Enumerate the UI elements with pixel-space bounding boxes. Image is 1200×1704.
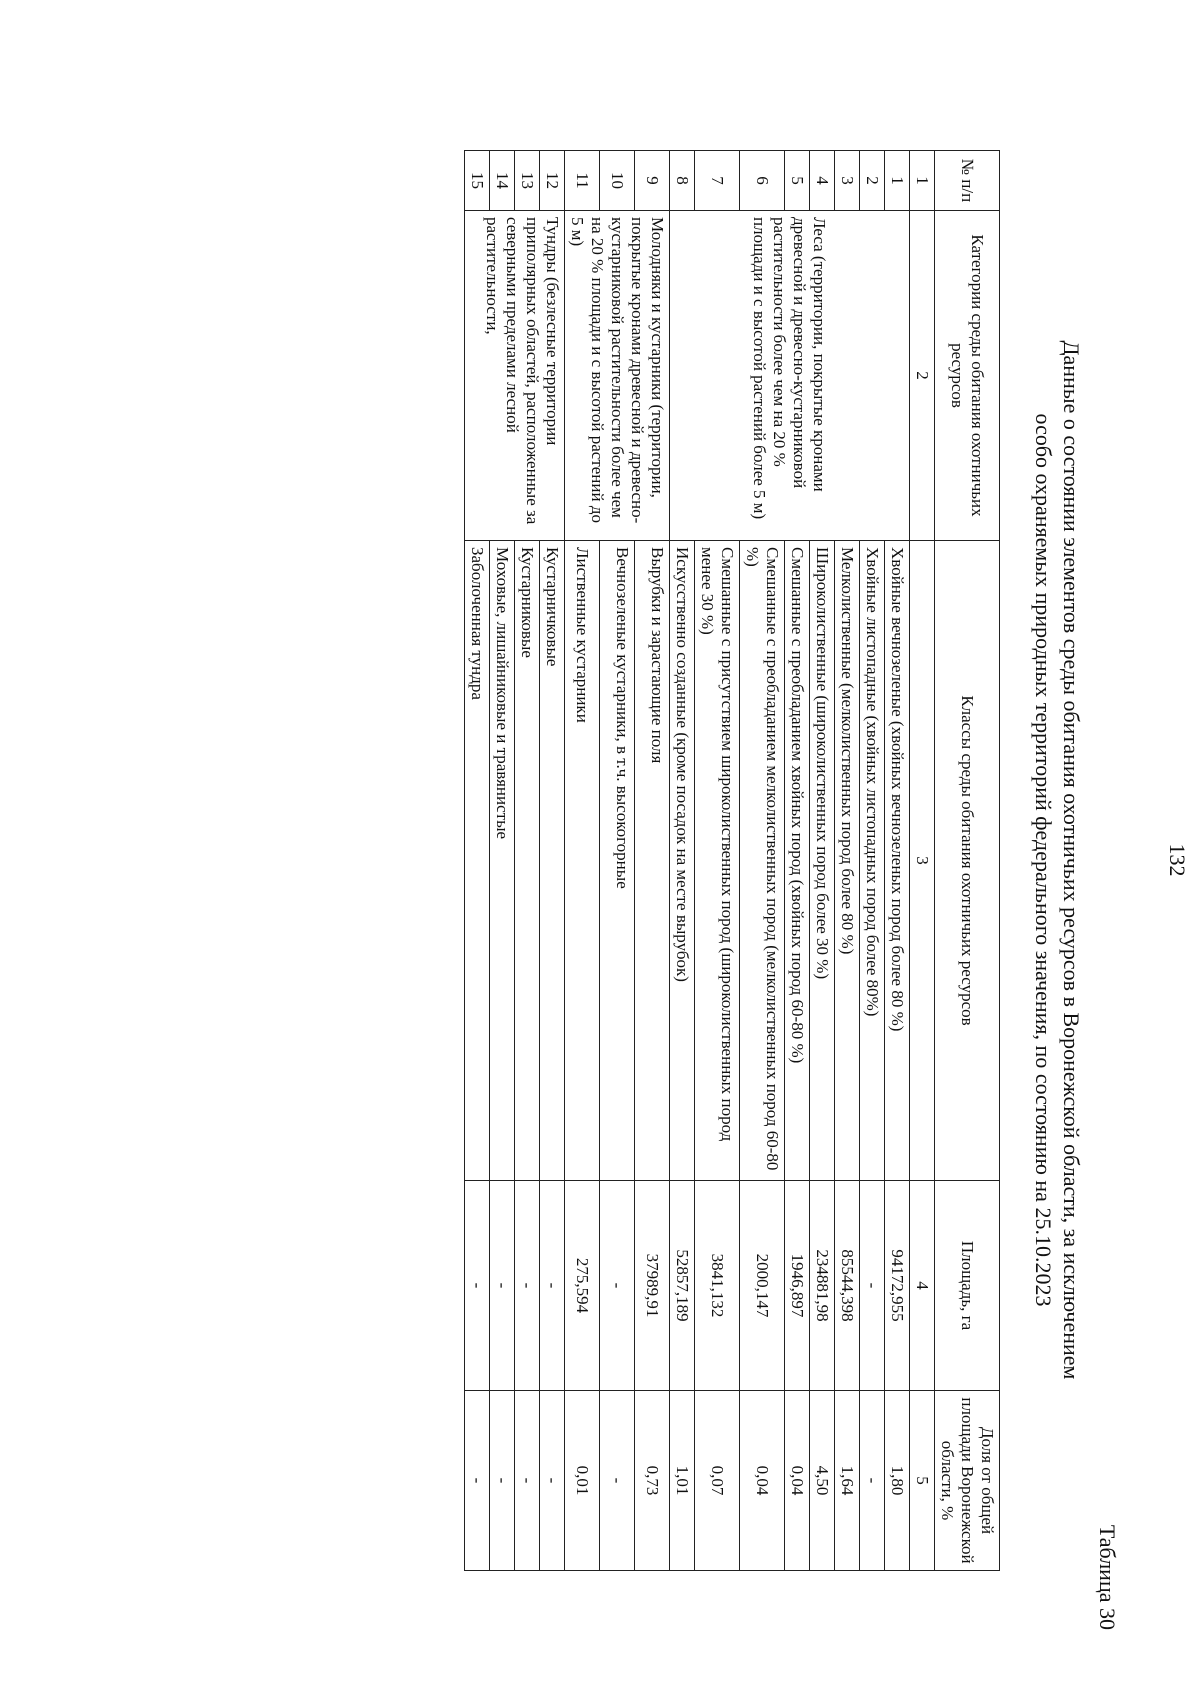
row-number: 12 [540, 151, 565, 211]
row-number: 2 [860, 151, 885, 211]
area-cell: 52857,189 [670, 1181, 695, 1391]
share-cell: 0,04 [785, 1391, 810, 1571]
habitat-table [464, 150, 1000, 1571]
area-cell: - [490, 1181, 515, 1391]
area-cell: - [860, 1181, 885, 1391]
index-cell: 2 [910, 211, 935, 541]
header-area: Площадь, га [935, 1181, 1000, 1391]
index-cell: 4 [910, 1181, 935, 1391]
row-number: 1 [885, 151, 910, 211]
area-cell: - [600, 1181, 635, 1391]
share-cell: 1,80 [885, 1391, 910, 1571]
class-cell: Смешанные с преобладанием хвойных пород (хвойных пород 60-80 %) [785, 541, 810, 1181]
share-cell: - [540, 1391, 565, 1571]
header-num: № п/п [935, 151, 1000, 211]
row-number: 14 [490, 151, 515, 211]
area-cell: - [465, 1181, 490, 1391]
area-cell: 37989,91 [635, 1181, 670, 1391]
class-cell: Смешанные с присутствием широколиственных пород (широколиственных пород менее 30 %) [695, 541, 740, 1181]
document-title [1029, 150, 1085, 1570]
area-cell: - [515, 1181, 540, 1391]
row-number: 5 [785, 151, 810, 211]
area-cell: 1946,897 [785, 1181, 810, 1391]
area-cell: 94172,955 [885, 1181, 910, 1391]
area-cell: 234881,98 [810, 1181, 835, 1391]
category-young-growth: Молодняки и кустарники (территории, покрытые кронами древесной и древесно-кустарниковой растительности более чем на 20 % площади и с высотой растений до 5 м) [565, 211, 670, 541]
class-cell: Лиственные кустарники [565, 541, 600, 1181]
class-cell: Хвойные листопадные (хвойных листопадных пород более 80%) [860, 541, 885, 1181]
class-cell: Заболоченная тундра [465, 541, 490, 1181]
share-cell: 1,64 [835, 1391, 860, 1571]
row-number: 6 [740, 151, 785, 211]
area-cell: 2000,147 [740, 1181, 785, 1391]
share-cell: - [465, 1391, 490, 1571]
class-cell: Широколиственные (широколиственных пород более 30 %) [810, 541, 835, 1181]
share-cell: - [490, 1391, 515, 1571]
table-row [635, 151, 670, 1571]
area-cell: 3841,132 [695, 1181, 740, 1391]
header-share: Доля от общей площади Воронежской области, % [935, 1391, 1000, 1571]
row-number: 7 [695, 151, 740, 211]
share-cell: 0,73 [635, 1391, 670, 1571]
class-cell: Моховые, лишайниковые и травянистые [490, 541, 515, 1181]
class-cell: Кустарничковые [540, 541, 565, 1181]
table-number: Таблица 30 [1095, 1524, 1120, 1630]
row-number: 8 [670, 151, 695, 211]
share-cell: 0,07 [695, 1391, 740, 1571]
category-tundra: Тундры (безлесные территории приполярных областей, расположенные за северными пределами лесной растительности, [465, 211, 565, 541]
row-number: 11 [565, 151, 600, 211]
share-cell: 0,01 [565, 1391, 600, 1571]
index-cell: 1 [910, 151, 935, 211]
page-number: 132 [1165, 843, 1190, 877]
document-page [160, 60, 1200, 1660]
row-number: 10 [600, 151, 635, 211]
share-cell: - [600, 1391, 635, 1571]
row-number: 15 [465, 151, 490, 211]
class-cell: Хвойные вечнозеленые (хвойных вечнозеленых пород более 80 %) [885, 541, 910, 1181]
row-number: 13 [515, 151, 540, 211]
class-cell: Смешанные с преобладанием мелколиственных пород (мелколиственных пород 60-80 %) [740, 541, 785, 1181]
title-line-1: Данные о состоянии элементов среды обитания охотничьих ресурсов в Воронежской области, за исключением [1059, 340, 1084, 1380]
class-cell: Вырубки и зарастающие поля [635, 541, 670, 1181]
class-cell: Кустарниковые [515, 541, 540, 1181]
header-row [935, 151, 1000, 1571]
share-cell: 0,04 [740, 1391, 785, 1571]
area-cell: 275,594 [565, 1181, 600, 1391]
row-number: 3 [835, 151, 860, 211]
area-cell: 85544,398 [835, 1181, 860, 1391]
header-class: Классы среды обитания охотничьих ресурсов [935, 541, 1000, 1181]
index-cell: 5 [910, 1391, 935, 1571]
class-cell: Вечнозеленые кустарники, в т.ч. высокогорные [600, 541, 635, 1181]
index-cell: 3 [910, 541, 935, 1181]
row-number: 9 [635, 151, 670, 211]
table-row [540, 151, 565, 1571]
title-line-2: особо охраняемых природных территорий федерального значения, по состоянию на 25.10.2023 [1031, 413, 1056, 1307]
area-cell: - [540, 1181, 565, 1391]
index-row [910, 151, 935, 1571]
header-category: Категории среды обитания охотничьих ресурсов [935, 211, 1000, 541]
table-row [885, 151, 910, 1571]
share-cell: - [860, 1391, 885, 1571]
class-cell: Мелколиственные (мелколиственных пород более 80 %) [835, 541, 860, 1181]
category-forests: Леса (территории, покрытые кронами древесной и древесно-кустарниковой растительности более чем на 20 % площади и с высотой растений более 5 м) [670, 211, 910, 541]
share-cell: 4,50 [810, 1391, 835, 1571]
row-number: 4 [810, 151, 835, 211]
share-cell: - [515, 1391, 540, 1571]
class-cell: Искусственно созданные (кроме посадок на месте вырубок) [670, 541, 695, 1181]
share-cell: 1,01 [670, 1391, 695, 1571]
